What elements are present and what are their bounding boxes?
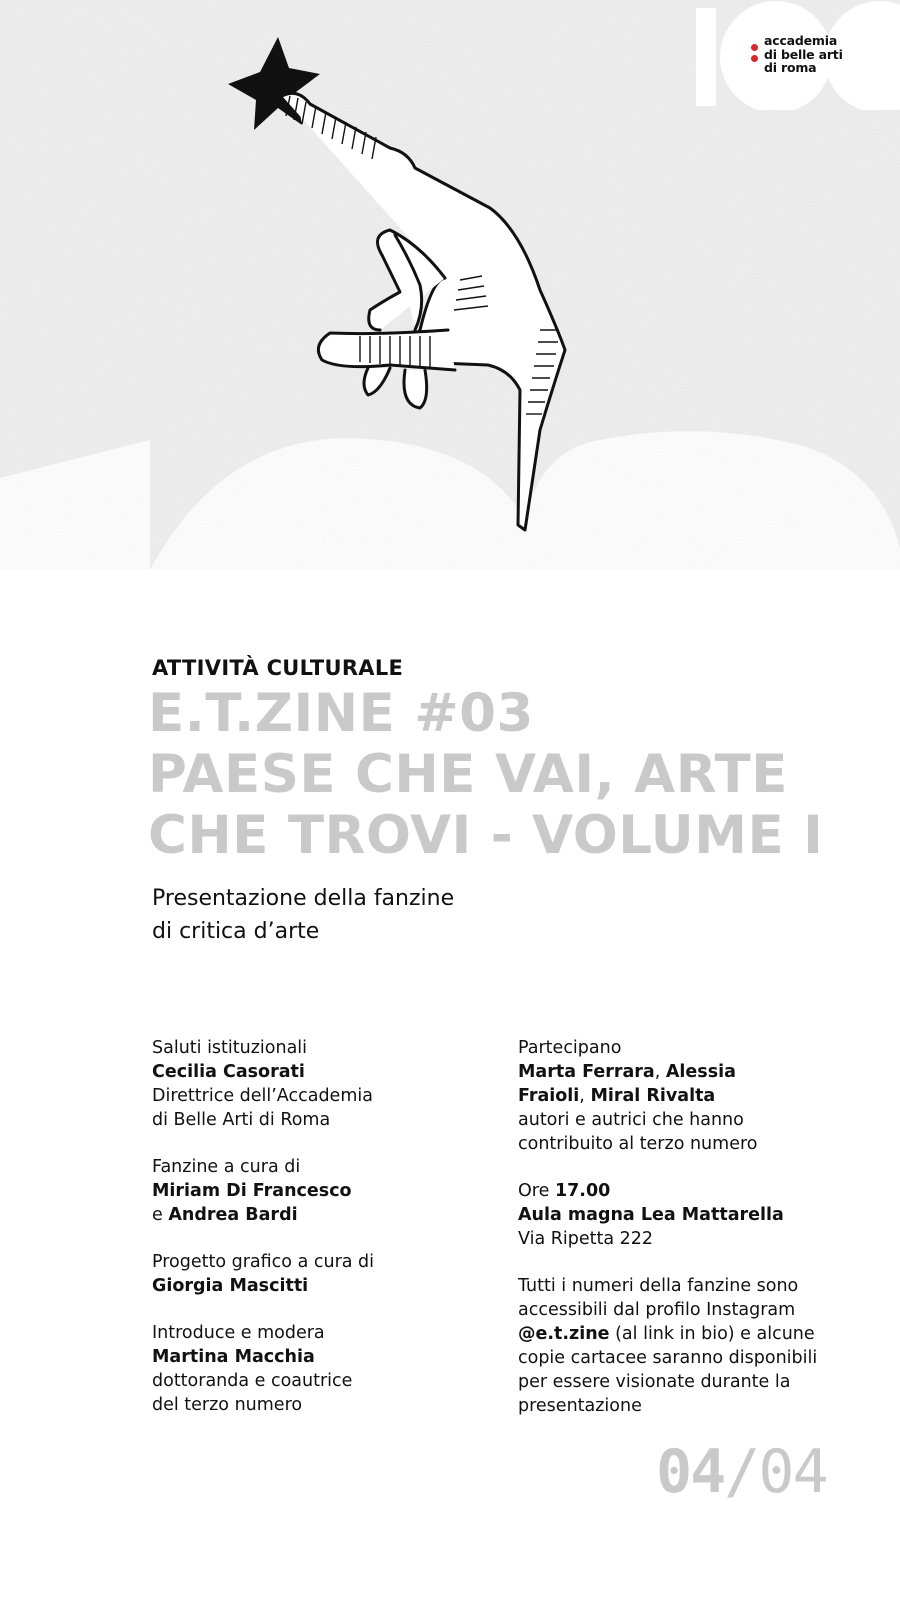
info-line: (al link in bio) e alcune [609, 1324, 815, 1344]
credits-right-column [518, 1036, 838, 1441]
venue-address: Via Ripetta 222 [518, 1229, 654, 1249]
curator-name: Miriam Di Francesco [152, 1181, 352, 1201]
participant-name: Alessia [665, 1062, 736, 1082]
info-line: accessibili dal profilo Instagram [518, 1300, 796, 1320]
event-title [148, 683, 868, 866]
moderator-role: del terzo numero [152, 1395, 303, 1415]
greetings-role: di Belle Arti di Roma [152, 1110, 331, 1130]
page-indicator [656, 1437, 827, 1507]
section-kicker: ATTIVITÀ CULTURALE [152, 656, 404, 680]
title-line: E.T.ZINE #03 [148, 683, 534, 744]
participants-label: Partecipano [518, 1038, 622, 1058]
subtitle-line: Presentazione della fanzine [152, 886, 455, 911]
title-line: CHE TROVI - VOLUME I [148, 805, 824, 866]
page-current: 04 [656, 1437, 725, 1507]
venue-name: Aula magna Lea Mattarella [518, 1205, 784, 1225]
greetings-role: Direttrice dell’Accademia [152, 1086, 373, 1106]
event-time-venue [518, 1179, 838, 1251]
info-line: copie cartacee saranno disponibili [518, 1348, 818, 1368]
title-line: PAESE CHE VAI, ARTE [148, 744, 788, 805]
time-value: 17.00 [554, 1181, 611, 1201]
time-label: Ore [518, 1181, 550, 1201]
info-line: Tutti i numeri della fanzine sono [518, 1276, 799, 1296]
institutional-greetings [152, 1036, 482, 1132]
info-line: per essere visionate durante la [518, 1372, 791, 1392]
participants-role: contribuito al terzo numero [518, 1134, 758, 1154]
moderator-role: dottoranda e coautrice [152, 1371, 353, 1391]
page-total: 04 [758, 1437, 827, 1507]
participant-name: Marta Ferrara [518, 1062, 655, 1082]
subtitle-line: di critica d’arte [152, 919, 320, 944]
graphic-design-credit [152, 1250, 482, 1298]
curators-label: Fanzine a cura di [152, 1157, 301, 1177]
credits-left-column [152, 1036, 482, 1440]
logo-text: accademia di belle arti di roma [764, 33, 843, 75]
hand-touching-star-icon [220, 30, 610, 540]
fanzine-curators [152, 1155, 482, 1227]
moderator-label: Introduce e modera [152, 1323, 325, 1343]
page-separator: / [724, 1437, 759, 1507]
curator-name: Andrea Bardi [168, 1205, 298, 1225]
conjunction: e [152, 1205, 163, 1225]
greetings-name: Cecilia Casorati [152, 1062, 305, 1082]
participant-name: Fraioli [518, 1086, 580, 1106]
graphic-label: Progetto grafico a cura di [152, 1252, 375, 1272]
moderator [152, 1321, 482, 1417]
event-subtitle [152, 882, 572, 948]
info-line: presentazione [518, 1396, 642, 1416]
participants: Partecipano Marta Ferrara, Alessia Fraioli, Miral Rivalta autori e autrici che hanno contribuito al terzo numero [518, 1036, 838, 1156]
instagram-handle: @e.t.zine [518, 1324, 610, 1344]
participant-name: Miral Rivalta [590, 1086, 716, 1106]
participants-role: autori e autrici che hanno [518, 1110, 744, 1130]
graphic-name: Giorgia Mascitti [152, 1276, 309, 1296]
greetings-label: Saluti istituzionali [152, 1038, 308, 1058]
fanzine-info [518, 1274, 838, 1418]
logo-dots [751, 44, 758, 66]
moderator-name: Martina Macchia [152, 1347, 315, 1367]
